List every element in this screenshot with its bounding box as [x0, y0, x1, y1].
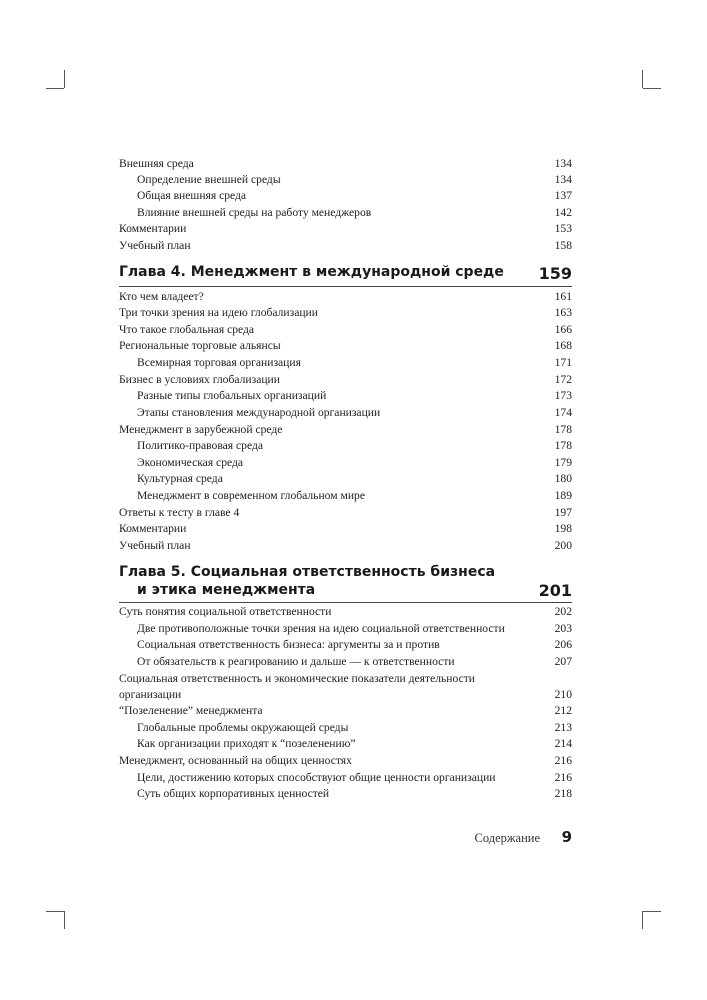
toc-entry-title: Экономическая среда: [137, 456, 244, 469]
chapter-divider: [119, 602, 572, 603]
toc-entry-title: Ответы к тесту в главе 4: [119, 506, 240, 519]
toc-entry-title: Менеджмент, основанный на общих ценностях: [119, 754, 352, 767]
toc-entry-title: Учебный план: [119, 539, 191, 552]
toc-entry-page: 203: [554, 622, 572, 635]
crop-mark-bottom-left: [64, 911, 65, 929]
toc-entry-title: Культурная среда: [137, 472, 223, 485]
toc-entry-page: 134: [554, 157, 572, 170]
toc-entry-page: 189: [554, 489, 572, 502]
toc-entry-page: 200: [554, 539, 572, 552]
toc-entry-title: “Позеленение” менеджмента: [119, 704, 263, 717]
toc-entry-title: Две противоположные точки зрения на идею социальной ответственности: [137, 622, 505, 635]
toc-subentry[interactable]: [137, 455, 572, 471]
toc-entry-title: Социальная ответственность и экономические показатели деятельности организации: [119, 672, 476, 701]
toc-entry[interactable]: [119, 671, 572, 703]
page-footer: [119, 828, 572, 848]
toc-subentry[interactable]: [137, 388, 572, 404]
crop-mark-top-right: [642, 70, 643, 88]
toc-entry-page: 173: [554, 389, 572, 402]
toc-entry[interactable]: [119, 372, 572, 388]
running-footer-label: Содержание: [474, 831, 540, 845]
toc-entry[interactable]: [119, 221, 572, 237]
chapter-title: Глава 5. Социальная ответственность бизнеса: [119, 564, 496, 580]
toc-entry-title: От обязательств к реагированию и дальше — к ответственности: [137, 655, 455, 668]
toc-entry-page: 213: [554, 721, 572, 734]
toc-entry-title: Кто чем владеет?: [119, 290, 204, 303]
toc-entry[interactable]: [119, 422, 572, 438]
toc-subentry[interactable]: [137, 770, 572, 786]
crop-mark-bottom-right: [643, 911, 661, 912]
toc-entry-page: 153: [554, 222, 572, 235]
toc-entry-page: 161: [554, 290, 572, 303]
toc-entry-page: 163: [554, 306, 572, 319]
toc-entry[interactable]: [119, 322, 572, 338]
toc-subentry[interactable]: [137, 720, 572, 736]
toc-entry-title: Внешняя среда: [119, 157, 194, 170]
toc-entry[interactable]: [119, 338, 572, 354]
toc-entry-title: Разные типы глобальных организаций: [137, 389, 327, 402]
toc-entry-title: Региональные торговые альянсы: [119, 339, 281, 352]
toc-entry-title: Суть понятия социальной ответственности: [119, 605, 332, 618]
toc-entry-page: 178: [554, 423, 572, 436]
toc-entry-page: 178: [554, 439, 572, 452]
chapter-divider: [119, 286, 572, 287]
toc-entry-title: Менеджмент в современном глобальном мире: [137, 489, 365, 502]
toc-entry-title: Глобальные проблемы окружающей среды: [137, 721, 349, 734]
toc-entry-title: Комментарии: [119, 522, 187, 535]
toc-entry-page: 197: [554, 506, 572, 519]
toc-subentry[interactable]: [137, 736, 572, 752]
toc-subentry[interactable]: [137, 786, 572, 802]
toc-subentry[interactable]: [137, 471, 572, 487]
toc-entry-page: 180: [554, 472, 572, 485]
toc-entry-page: 174: [554, 406, 572, 419]
toc-entry-page: 202: [554, 605, 572, 618]
toc-entry-page: 158: [554, 239, 572, 252]
toc-entry-title: Социальная ответственность бизнеса: аргументы за и против: [137, 638, 440, 651]
toc-entry-title: Что такое глобальная среда: [119, 323, 255, 336]
toc-entry[interactable]: [119, 156, 572, 172]
chapter-page: 159: [538, 264, 572, 283]
toc-entry-title: Всемирная торговая организация: [137, 356, 301, 369]
toc-entry[interactable]: [119, 703, 572, 719]
toc-entry-page: 206: [554, 638, 572, 651]
toc-entry-page: 134: [554, 173, 572, 186]
toc-entry[interactable]: [119, 521, 572, 537]
toc-entry-title: Три точки зрения на идею глобализации: [119, 306, 318, 319]
crop-mark-top-left: [64, 70, 65, 88]
chapter-page: 201: [538, 581, 572, 600]
toc-entry-title: Менеджмент в зарубежной среде: [119, 423, 283, 436]
toc-entry-page: 212: [554, 704, 572, 717]
toc-entry-page: 210: [554, 688, 572, 701]
toc-entry-title: Комментарии: [119, 222, 187, 235]
toc-subentry[interactable]: [137, 405, 572, 421]
toc-subentry[interactable]: [137, 621, 572, 637]
toc-subentry[interactable]: [137, 205, 572, 221]
toc-entry-title: Как организации приходят к “позеленению”: [137, 737, 356, 750]
toc-entry-page: 214: [554, 737, 572, 750]
toc-entry-page: 218: [554, 787, 572, 800]
toc-entry-page: 142: [554, 206, 572, 219]
toc-entry-title: Политико-правовая среда: [137, 439, 263, 452]
toc-entry-page: 172: [554, 373, 572, 386]
toc-entry-page: 171: [554, 356, 572, 369]
chapter-title-line2: и этика менеджмента: [137, 582, 316, 598]
toc-entry[interactable]: [119, 305, 572, 321]
toc-entry[interactable]: [119, 753, 572, 769]
toc-entry-page: 168: [554, 339, 572, 352]
crop-mark-bottom-right: [642, 911, 643, 929]
crop-mark-top-left: [46, 88, 64, 89]
crop-mark-top-right: [643, 88, 661, 89]
toc-subentry[interactable]: [137, 488, 572, 504]
toc-subentry[interactable]: [137, 438, 572, 454]
toc-entry-page: 166: [554, 323, 572, 336]
toc-subentry[interactable]: [137, 654, 572, 670]
toc-entry[interactable]: [119, 238, 572, 254]
toc-entry-title: Суть общих корпоративных ценностей: [137, 787, 330, 800]
toc-entry-title: Определение внешней среды: [137, 173, 281, 186]
toc-entry-page: 216: [554, 754, 572, 767]
toc-subentry[interactable]: [137, 355, 572, 371]
toc-subentry[interactable]: [137, 188, 572, 204]
toc-entry-page: 198: [554, 522, 572, 535]
crop-mark-bottom-left: [46, 911, 64, 912]
toc-entry-title: Этапы становления международной организации: [137, 406, 381, 419]
toc-subentry[interactable]: [137, 637, 572, 653]
chapter-title: Глава 4. Менеджмент в международной среде: [119, 264, 504, 280]
chapter-heading[interactable]: [119, 564, 572, 604]
toc-subentry[interactable]: [137, 172, 572, 188]
toc-entry-title: Влияние внешней среды на работу менеджеров: [137, 206, 372, 219]
toc-entry[interactable]: [119, 505, 572, 521]
toc-entry[interactable]: [119, 538, 572, 554]
toc-entry-page: 137: [554, 189, 572, 202]
toc-entry-page: 207: [554, 655, 572, 668]
toc-entry-title: Бизнес в условиях глобализации: [119, 373, 280, 386]
toc-entry-title: Цели, достижению которых способствуют общие ценности организации: [137, 771, 496, 784]
page-number: 9: [561, 828, 572, 846]
chapter-heading[interactable]: [119, 264, 572, 286]
toc-entry-page: 179: [554, 456, 572, 469]
toc-entry[interactable]: [119, 289, 572, 305]
toc-entry-title: Учебный план: [119, 239, 191, 252]
toc-entry-title: Общая внешняя среда: [137, 189, 247, 202]
toc-entry[interactable]: [119, 604, 572, 620]
toc-entry-page: 216: [554, 771, 572, 784]
